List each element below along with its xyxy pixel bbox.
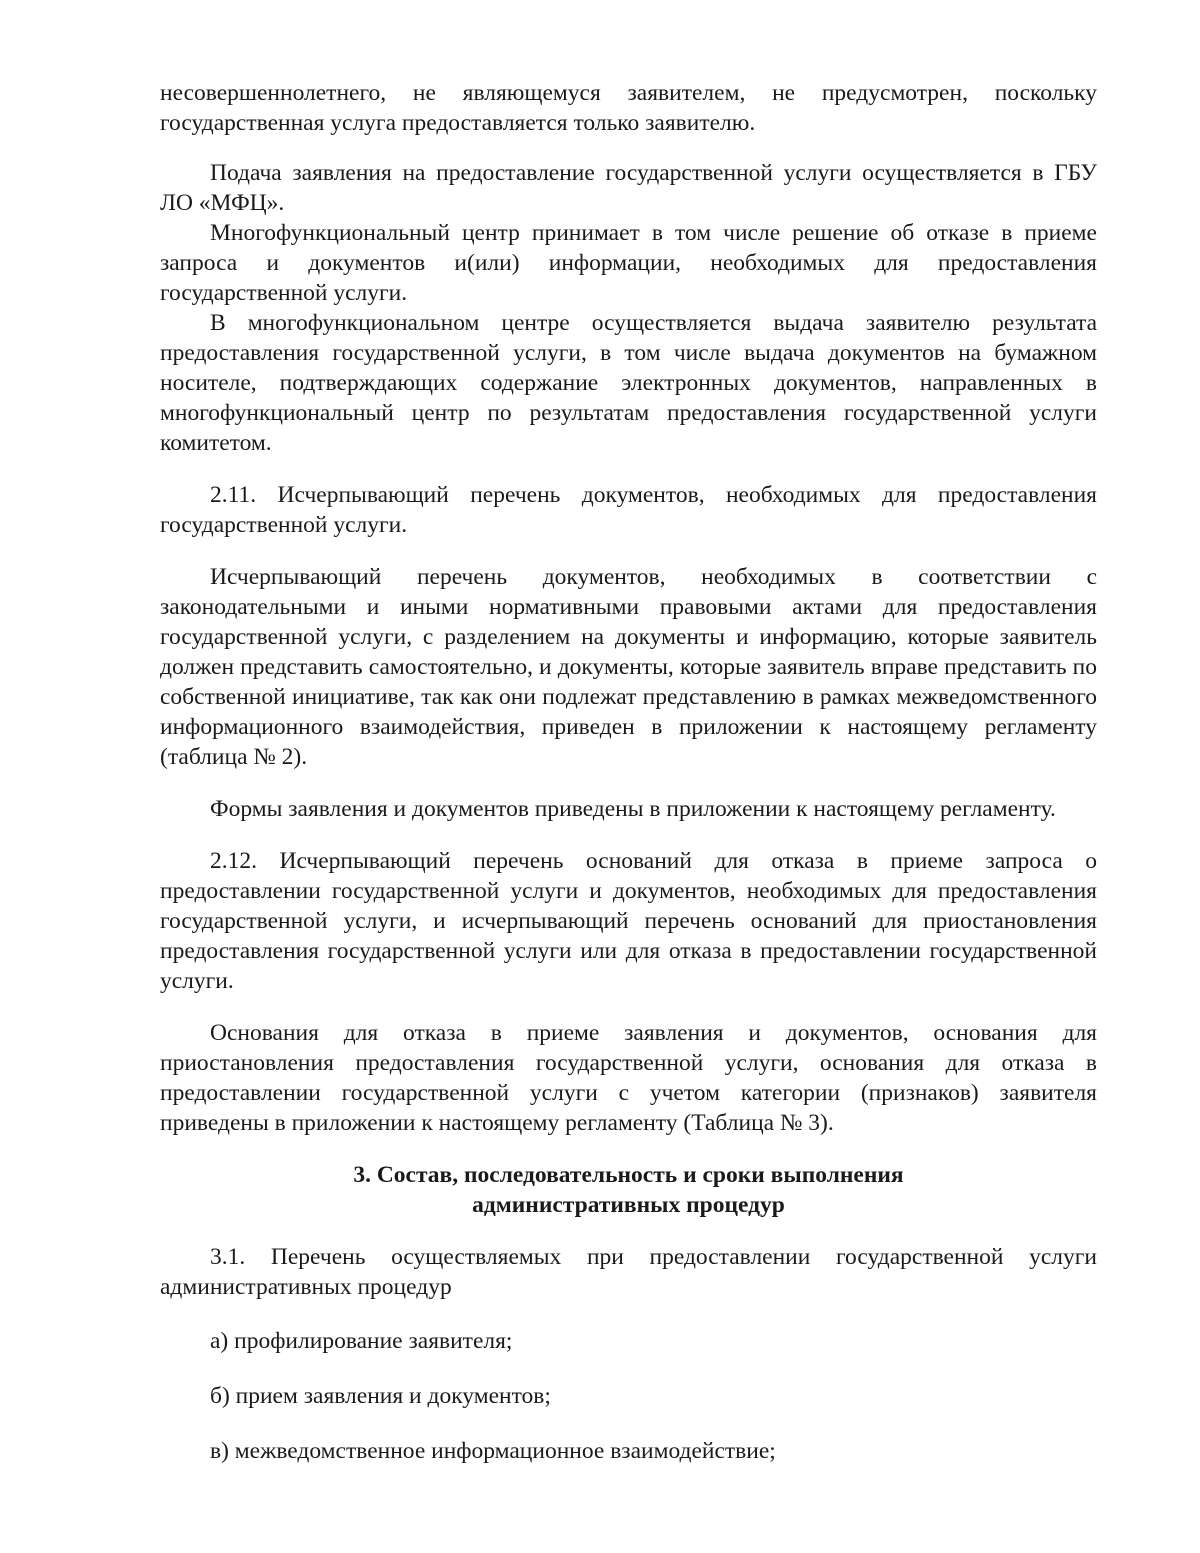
paragraph-refusal-grounds: Основания для отказа в приеме заявления и документов, основания для приостановления предоставления государственной услуги, основания для отказа в предоставлении государственной услуги с учетом категории (признаков) заявителя приведены в приложении к настоящему регламенту (Таблица № 3). xyxy=(160,1020,1097,1136)
section-3-heading xyxy=(160,1160,1097,1220)
list-item-profiling: а) профилирование заявителя; xyxy=(210,1328,513,1354)
paragraph-documents-list: Исчерпывающий перечень документов, необходимых в соответствии с законодательными и иными нормативными правовыми актами для предоставления государственной услуги, с разделением на документы и информацию, которые заявитель должен представить самостоятельно, и документы, которые заявитель вправе представить по собственной инициативе, так как они подлежат представлению в рамках межведомственного информационного взаимодействия, приведен в приложении к настоящему регламенту (таблица № 2). xyxy=(160,564,1097,770)
paragraph-2-11-title: 2.11. Исчерпывающий перечень документов, необходимых для предоставления государственной услуги. xyxy=(160,482,1097,538)
paragraph-continuation: несовершеннолетнего, не являющемуся заявителем, не предусмотрен, поскольку государственная услуга предоставляется только заявителю. xyxy=(160,80,1097,136)
section-3-heading-line2: административных процедур xyxy=(472,1192,785,1218)
paragraph-forms: Формы заявления и документов приведены в приложении к настоящему регламенту. xyxy=(210,796,1056,822)
paragraph-mfc-result-issuance: В многофункциональном центре осуществляется выдача заявителю результата предоставления государственной услуги, в том числе выдача документов на бумажном носителе, подтверждающих содержание электронных документов, направленных в многофункциональный центр по результатам предоставления государственной услуги комитетом. xyxy=(160,310,1097,456)
paragraph-3-1-intro: 3.1. Перечень осуществляемых при предоставлении государственной услуги административных процедур xyxy=(160,1244,1097,1300)
section-3-heading-line1: 3. Состав, последовательность и сроки выполнения xyxy=(353,1162,904,1188)
paragraph-application-submission: Подача заявления на предоставление государственной услуги осуществляется в ГБУ ЛО «МФЦ». xyxy=(160,160,1097,216)
paragraph-mfc-refusal-decision: Многофункциональный центр принимает в том числе решение об отказе в приеме запроса и документов и(или) информации, необходимых для предоставления государственной услуги. xyxy=(160,220,1097,306)
paragraph-2-12-title: 2.12. Исчерпывающий перечень оснований для отказа в приеме запроса о предоставлении государственной услуги и документов, необходимых для предоставления государственной услуги, и исчерпывающий перечень оснований для приостановления предоставления государственной услуги или для отказа в предоставлении государственной услуги. xyxy=(160,848,1097,994)
list-item-interagency: в) межведомственное информационное взаимодействие; xyxy=(210,1438,776,1464)
list-item-reception: б) прием заявления и документов; xyxy=(210,1383,551,1409)
document-page xyxy=(160,78,1097,1466)
